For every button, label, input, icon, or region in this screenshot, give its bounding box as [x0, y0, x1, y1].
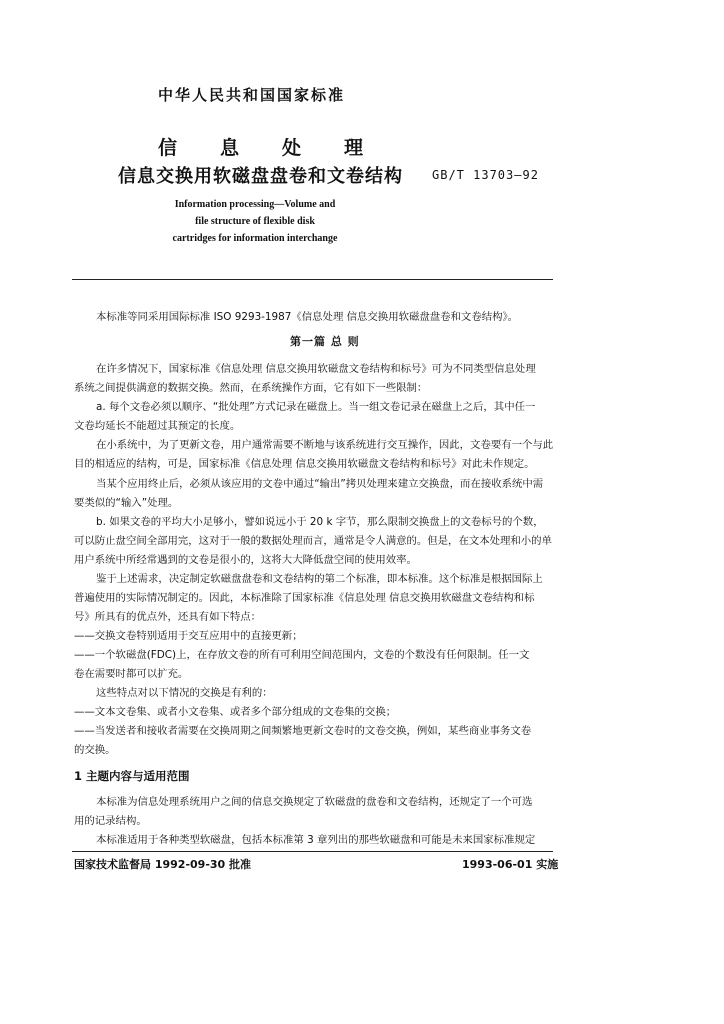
title-char: 理 [343, 137, 363, 159]
part-heading: 第一篇 总 则 [290, 335, 360, 348]
body-line: 这些特点对以下情况的交换是有利的： [96, 687, 273, 699]
body-line: 可以防止盘空间全部用完，这对于一般的数据处理而言，通常是令人满意的。但是，在文本处理和小的单 [74, 535, 552, 547]
title-char: 处 [281, 137, 301, 159]
section-line: 本标准适用于各种类型软磁盘，包括本标准第 3 章列出的那些软磁盘和可能是未来国家标准规定 [96, 834, 536, 846]
body-line: ——一个软磁盘(FDC)上，在存放文卷的所有可利用空间范围内，文卷的个数没有任何限制。任一文 [74, 649, 530, 661]
body-line: 鉴于上述需求，决定制定软磁盘盘卷和文卷结构的第二个标准，即本标准。这个标准是根据国际上 [96, 573, 543, 585]
body-line: 卷在需要时都可以扩充。 [74, 668, 189, 680]
section-line: 本标准为信息处理系统用户之间的信息交换规定了软磁盘的盘卷和文卷结构，还规定了一个可选 [96, 796, 533, 808]
title-char: 信 [158, 137, 178, 159]
english-title-line: file structure of flexible disk [195, 216, 315, 227]
body-line: 在小系统中，为了更新文卷，用户通常需要不断地与该系统进行交互操作，因此，文卷要有一个与此 [96, 439, 554, 451]
body-line: 普遍使用的实际情况制定的。因此，本标准除了国家标准《信息处理 信息交换用软磁盘文卷结构和标 [74, 592, 535, 604]
body-line: 文卷均延长不能超过其预定的长度。 [74, 420, 241, 432]
body-line: ——当发送者和接收者需要在交换周期之间频繁地更新文卷时的文卷交换，例如，某些商业事务文卷 [74, 725, 532, 737]
standard-code: GB/T 13703—92 [432, 168, 539, 182]
section-heading: 1 主题内容与适用范围 [74, 769, 190, 783]
implementation-date: 1993-06-01 实施 [462, 858, 559, 871]
english-title-line: cartridges for information interchange [172, 233, 338, 244]
issuing-body: 中华人民共和国国家标准 [158, 86, 346, 104]
body-line: 当某个应用终止后，必须从该应用的文卷中通过“输出”拷贝处理来建立交换盘，而在接收系统中需 [96, 478, 544, 490]
footer-rule [72, 851, 553, 852]
title-char: 息 [219, 137, 239, 159]
body-line: 在许多情况下，国家标准《信息处理 信息交换用软磁盘文卷结构和标号》可为不同类型信息处理 [96, 363, 536, 375]
body-line: 要类似的“输入”处理。 [74, 497, 179, 509]
body-line: a. 每个文卷必须以顺序、“批处理”方式记录在磁盘上。当一组文卷记录在磁盘上之后，其中任一 [96, 401, 536, 413]
intro-text: 本标准等同采用国际标准 ISO 9293-1987《信息处理 信息交换用软磁盘盘卷和文卷结构》。 [96, 311, 519, 323]
body-line: 系统之间提供满意的数据交换。然而，在系统操作方面，它有如下一些限制： [74, 382, 428, 394]
title-line-2: 信息交换用软磁盘盘卷和文卷结构 [118, 166, 403, 187]
body-line: b. 如果文卷的平均大小足够小，譬如说远小于 20 k 字节，那么限制交换盘上的文卷标号的个数， [96, 516, 544, 528]
title-line-1 [158, 133, 363, 160]
approval-date: 国家技术监督局 1992-09-30 批准 [74, 858, 252, 871]
body-line: 目的相适应的结构，可是，国家标准《信息处理 信息交换用软磁盘文卷结构和标号》对此未作规定。 [74, 458, 535, 470]
header-rule [72, 279, 553, 280]
body-line: 的交换。 [74, 744, 116, 756]
section-line: 用的记录结构。 [74, 815, 147, 827]
english-title-line: Information processing—Volume and [174, 199, 336, 210]
body-line: ——文本文卷集、或者小文卷集、或者多个部分组成的文卷集的交换； [74, 706, 397, 718]
body-line: ——交换文卷特别适用于交互应用中的直接更新； [74, 630, 303, 642]
body-line: 用户系统中所经常遇到的文卷是很小的，这将大大降低盘空间的使用效率。 [74, 554, 417, 566]
body-line: 号》所具有的优点外，还具有如下特点： [74, 611, 262, 623]
